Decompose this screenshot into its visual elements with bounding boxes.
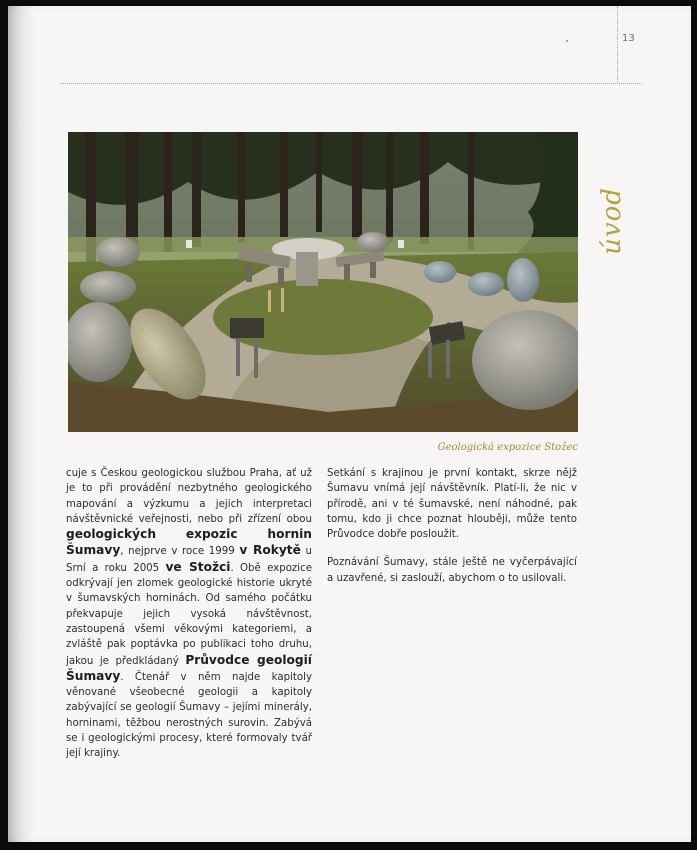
dot-mark bbox=[566, 40, 568, 42]
dotted-vertical-rule bbox=[617, 6, 618, 84]
dotted-horizontal-rule bbox=[60, 83, 642, 84]
highlight-stozci: ve Stožci bbox=[165, 559, 231, 574]
page-number: 13 bbox=[622, 33, 635, 44]
section-tab bbox=[592, 176, 632, 266]
paragraph: cuje s Českou geologickou službou Praha, ať už je to při provádění nezbytného geologického mapování a výzkumu a jejich interpretaci návštěvnické veřejnosti, nebo při zřízení obou geologických expozic hornin Šumavy, nejprve v roce 1999 v Rokytě u Srní a roku 2005 ve Stožci. Obě expozice odkrývají jen zlomek geologické historie ukryté v šumavských horninách. Od samého počátku překvapuje jejich vysoká návštěvnost, zastoupená všemi věkovými kategoriemi, a zvláště pak poptávka po publikaci toho druhu, jakou je předkládaný Průvodce geologií Šumavy. Čtenář v něm najde kapitoly věnované všeobecné geologii a kapitoly zabývající se geologií Šumavy – jejími minerály, horninami, těžbou nerostných surovin. Zabývá se i geologickými procesy, které formovaly tvář její krajiny. bbox=[66, 468, 312, 760]
highlight-expozice: geologických expozic hornin Šumavy bbox=[66, 527, 312, 558]
highlight-pruvodce: Průvodce geologií Šumavy bbox=[66, 652, 312, 683]
text-column-left bbox=[66, 466, 312, 762]
paragraph: Poznávání Šumavy, stále ještě ne vyčerpávající a uzavřené, si zaslouží, abychom o to usilovali. bbox=[327, 557, 577, 584]
photo-geological-exhibition-image bbox=[68, 132, 578, 432]
photo-geological-exhibition bbox=[68, 132, 578, 432]
section-tab-label: úvod bbox=[597, 187, 628, 255]
highlight-rokyte: v Rokytě bbox=[239, 543, 301, 558]
paragraph: Setkání s krajinou je první kontakt, skrze nějž Šumavu vnímá její návštěvník. Platí-li, že nic v přírodě, ani v té šumavské, není náhodné, pak tomu, kdo ji chce poznat hlouběji, může tento Průvodce dobře posloužit. bbox=[327, 468, 577, 541]
text-column-right bbox=[327, 466, 577, 586]
photo-caption: Geologická expozice Stožec bbox=[437, 442, 578, 453]
